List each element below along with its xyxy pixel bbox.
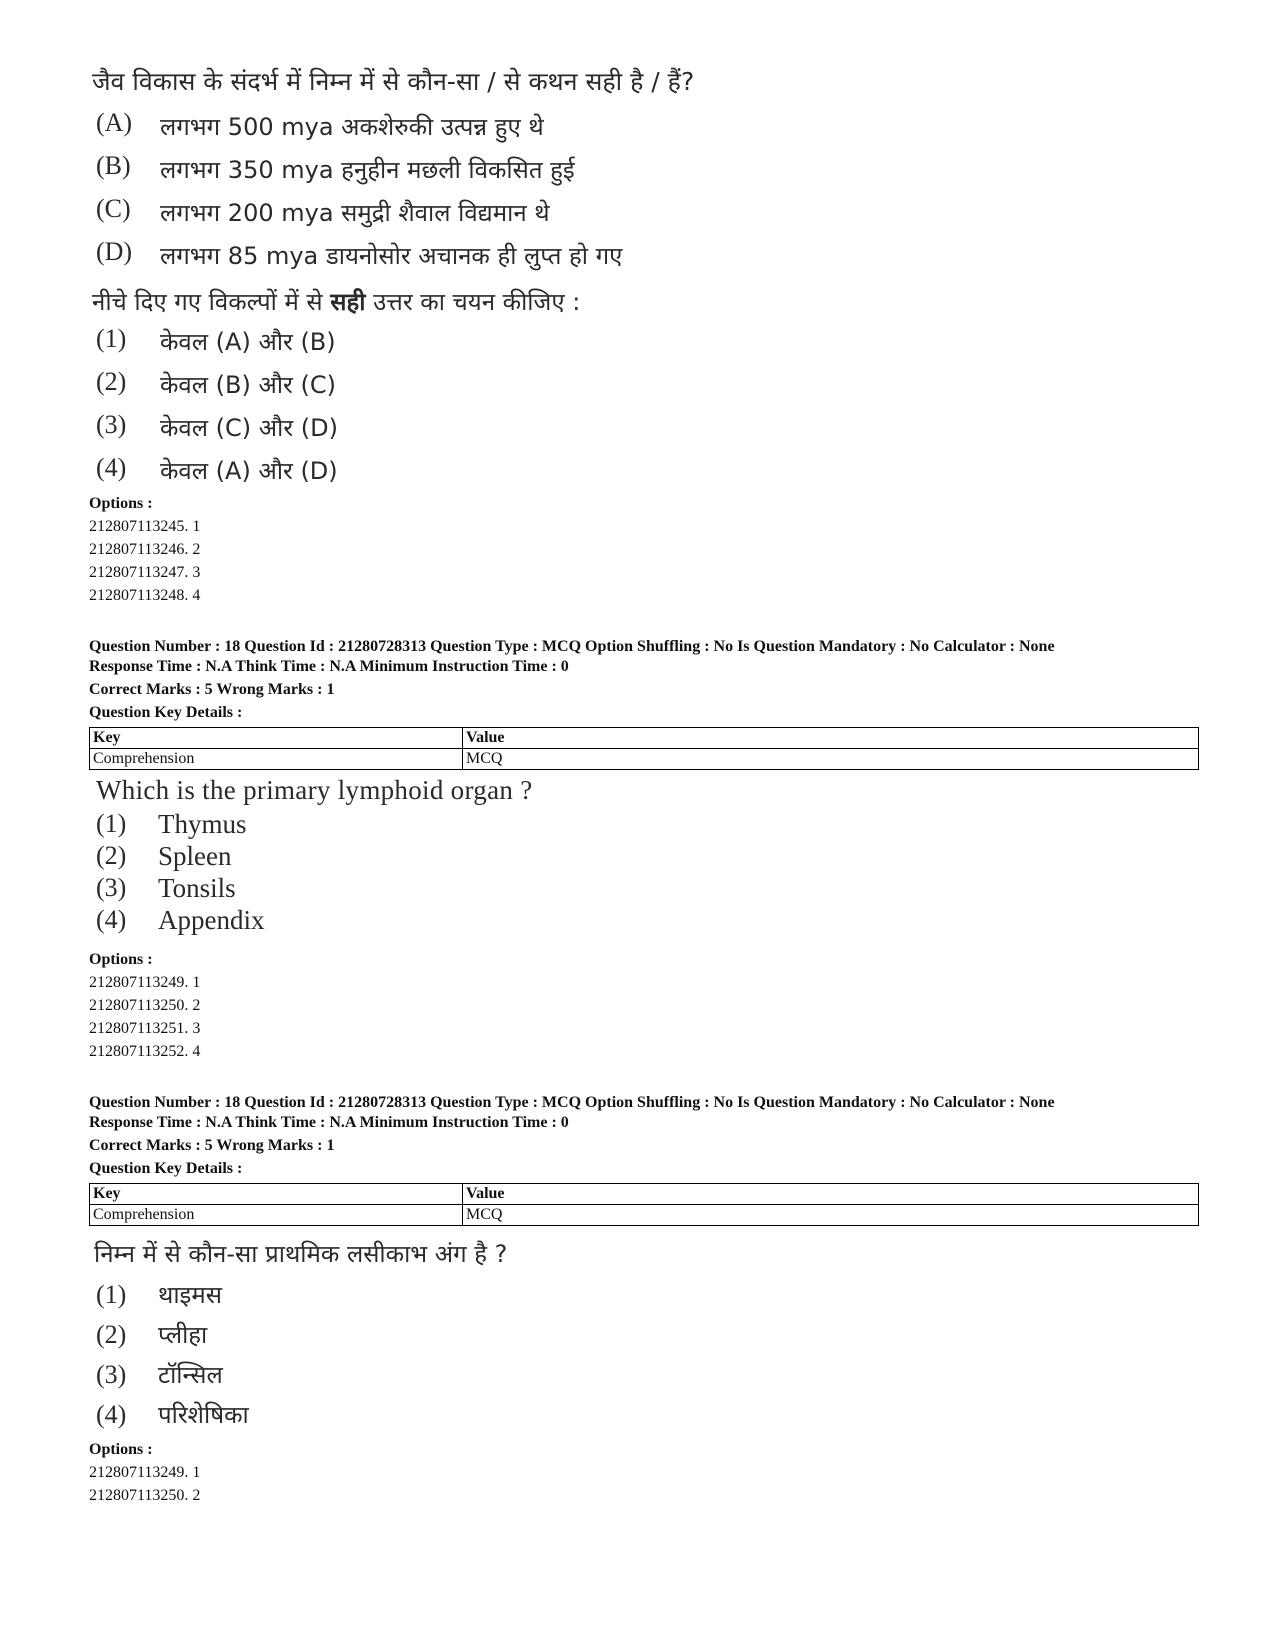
marks-meta-line: Correct Marks : 5 Wrong Marks : 1: [89, 1137, 335, 1154]
choice-label: (4): [96, 453, 127, 482]
choice-label: (2): [96, 841, 127, 870]
option-item: 212807113249. 1: [89, 974, 201, 991]
q18-hi-options: [89, 1438, 200, 1507]
choice-text: केवल (A) और (B): [160, 328, 336, 356]
choice-label: (2): [96, 367, 127, 396]
option-item: 212807113248. 4: [89, 587, 201, 604]
table-header-key: Key: [90, 728, 463, 749]
q18-en-metadata: [89, 637, 1189, 723]
option-item: 212807113252. 4: [89, 1043, 201, 1060]
instruction-suffix: उत्तर का चयन कीजिए :: [365, 288, 581, 316]
table-cell-key: Comprehension: [90, 749, 463, 770]
statement-label: (C): [96, 194, 131, 223]
key-details-heading: Question Key Details :: [89, 704, 243, 721]
q18-hi-metadata: [89, 1093, 1189, 1179]
table-header-row: [90, 728, 1199, 749]
choice-text: प्लीहा: [158, 1321, 208, 1349]
table-cell-value: MCQ: [463, 1205, 1199, 1226]
choice-text: Spleen: [158, 841, 232, 871]
option-item: 212807113251. 3: [89, 1020, 201, 1037]
options-heading: Options :: [89, 951, 153, 968]
q18-en-question-text: Which is the primary lymphoid organ ?: [96, 775, 533, 805]
statement-text: लगभग 85 mya डायनोसोर अचानक ही लुप्त हो गए: [160, 242, 623, 270]
q18-en-key-table: [89, 727, 1199, 770]
table-cell-value: MCQ: [463, 749, 1199, 770]
instruction-bold-word: सही: [330, 288, 366, 316]
options-heading: Options :: [89, 495, 153, 512]
table-row: [90, 749, 1199, 770]
option-item: 212807113245. 1: [89, 518, 201, 535]
option-item: 212807113246. 2: [89, 541, 201, 558]
choice-text: Tonsils: [158, 873, 236, 903]
option-item: 212807113249. 1: [89, 1464, 201, 1481]
statement-text: लगभग 350 mya हनुहीन मछली विकसित हुई: [160, 156, 575, 184]
question-meta-line: Question Number : 18 Question Id : 21280728313 Question Type : MCQ Option Shuffling : No Is Question Mandatory : No Calculator : None: [89, 1094, 1055, 1111]
table-header-row: [90, 1184, 1199, 1205]
timing-meta-line: Response Time : N.A Think Time : N.A Minimum Instruction Time : 0: [89, 1114, 569, 1131]
q18-hi-key-table: [89, 1183, 1199, 1226]
q17-question-text: जैव विकास के संदर्भ में निम्न में से कौन-सा / से कथन सही है / हैं?: [92, 67, 695, 96]
table-row: [90, 1205, 1199, 1226]
table-cell-key: Comprehension: [90, 1205, 463, 1226]
question-meta-line: Question Number : 18 Question Id : 21280728313 Question Type : MCQ Option Shuffling : No Is Question Mandatory : No Calculator : None: [89, 638, 1055, 655]
choice-label: (1): [96, 1280, 127, 1309]
choice-text: टॉन्सिल: [158, 1361, 223, 1389]
choice-label: (3): [96, 410, 127, 439]
choice-label: (4): [96, 905, 127, 934]
choice-text: केवल (B) और (C): [160, 371, 336, 399]
choice-text: Appendix: [158, 905, 265, 935]
choice-text: थाइमस: [158, 1281, 222, 1309]
options-heading: Options :: [89, 1441, 153, 1458]
choice-text: केवल (C) और (D): [160, 414, 338, 442]
statement-label: (D): [96, 237, 133, 266]
choice-label: (3): [96, 1360, 127, 1389]
choice-label: (1): [96, 809, 127, 838]
table-header-value: Value: [463, 728, 1199, 749]
q17-instruction: [92, 285, 580, 318]
instruction-prefix: नीचे दिए गए विकल्पों में से: [92, 288, 331, 316]
choice-label: (4): [96, 1400, 127, 1429]
choice-label: (2): [96, 1320, 127, 1349]
statement-label: (A): [96, 108, 133, 137]
choice-text: परिशेषिका: [158, 1401, 249, 1429]
option-item: 212807113250. 2: [89, 1487, 201, 1504]
timing-meta-line: Response Time : N.A Think Time : N.A Minimum Instruction Time : 0: [89, 658, 569, 675]
option-item: 212807113250. 2: [89, 997, 201, 1014]
statement-text: लगभग 200 mya समुद्री शैवाल विद्यमान थे: [160, 199, 550, 227]
choice-label: (1): [96, 324, 127, 353]
table-header-key: Key: [90, 1184, 463, 1205]
marks-meta-line: Correct Marks : 5 Wrong Marks : 1: [89, 681, 335, 698]
q18-en-options: [89, 948, 200, 1063]
choice-label: (3): [96, 873, 127, 902]
q17-options: [89, 492, 200, 607]
choice-text: Thymus: [158, 809, 247, 839]
key-details-heading: Question Key Details :: [89, 1160, 243, 1177]
statement-text: लगभग 500 mya अकशेरुकी उत्पन्न हुए थे: [160, 113, 544, 141]
table-header-value: Value: [463, 1184, 1199, 1205]
choice-text: केवल (A) और (D): [160, 457, 338, 485]
q18-hi-question-text: निम्न में से कौन-सा प्राथमिक लसीकाभ अंग है ?: [94, 1240, 508, 1268]
option-item: 212807113247. 3: [89, 564, 201, 581]
statement-label: (B): [96, 151, 131, 180]
